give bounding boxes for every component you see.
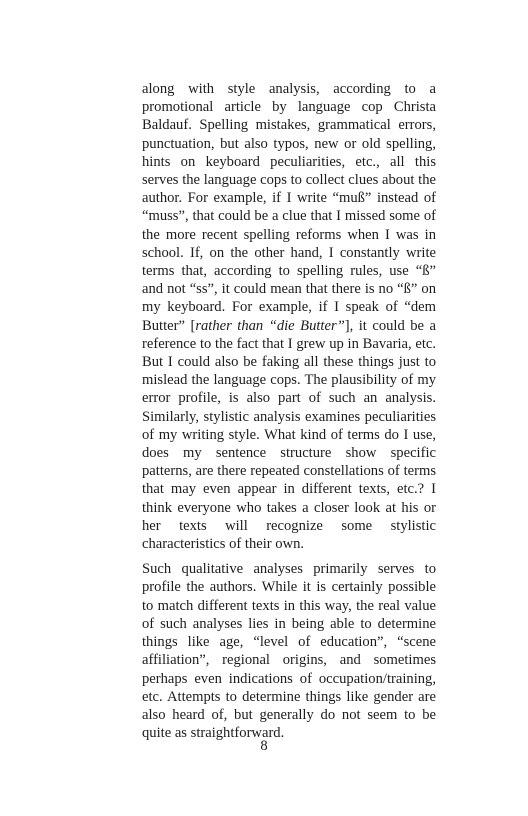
body-text	[142, 80, 436, 742]
paragraph-style-analysis-text-start: along with style analysis, according to a promotional article by language cop Christa Baldauf. Spelling mistakes, grammatical errors, punctuation, but also typos, new or old spelling, hints on keyboard peculiarities, etc., all this serves the language cops to collect clues about the author. For example, if I write “muß” instead of “muss”, that could be a clue that I missed some of the more recent spelling reforms when I was in school. If, on the other hand, I constantly write terms that, according to spelling rules, use “ß” and not “ss”, it could mean that there is no “ß” on my keyboard. For example, if I speak of “dem Butter” [	[142, 81, 436, 334]
page-number: 8	[260, 738, 268, 754]
paragraph-style-analysis-text-end: ], it could be a reference to the fact that I grew up in Bavaria, etc. But I could also be faking all these things just to mislead the language cops. The plausibility of my error profile, is also part of such an analysis. Similarly, stylistic analysis examines peculiarities of my writing style. What kind of terms do I use, does my sentence structure show specific patterns, are there repeated constellations of terms that may even appear in different texts, etc.? I think everyone who takes a closer look at his or her texts will recognize some stylistic characteristics of their own.	[142, 317, 436, 553]
italic-note: rather than “die Butter”	[195, 317, 345, 334]
paragraph-style-analysis	[142, 80, 436, 553]
paragraph-qualitative-analyses: Such qualitative analyses primarily serves to profile the authors. While it is certainly possible to match different texts in this way, the real value of such analyses lies in being able to determine things like age, “level of education”, “scene affiliation”, regional origins, and sometimes perhaps even indications of occupation/training, etc. Attempts to determine things like gender are also heard of, but generally do not seem to be quite as straightforward.	[142, 561, 436, 742]
